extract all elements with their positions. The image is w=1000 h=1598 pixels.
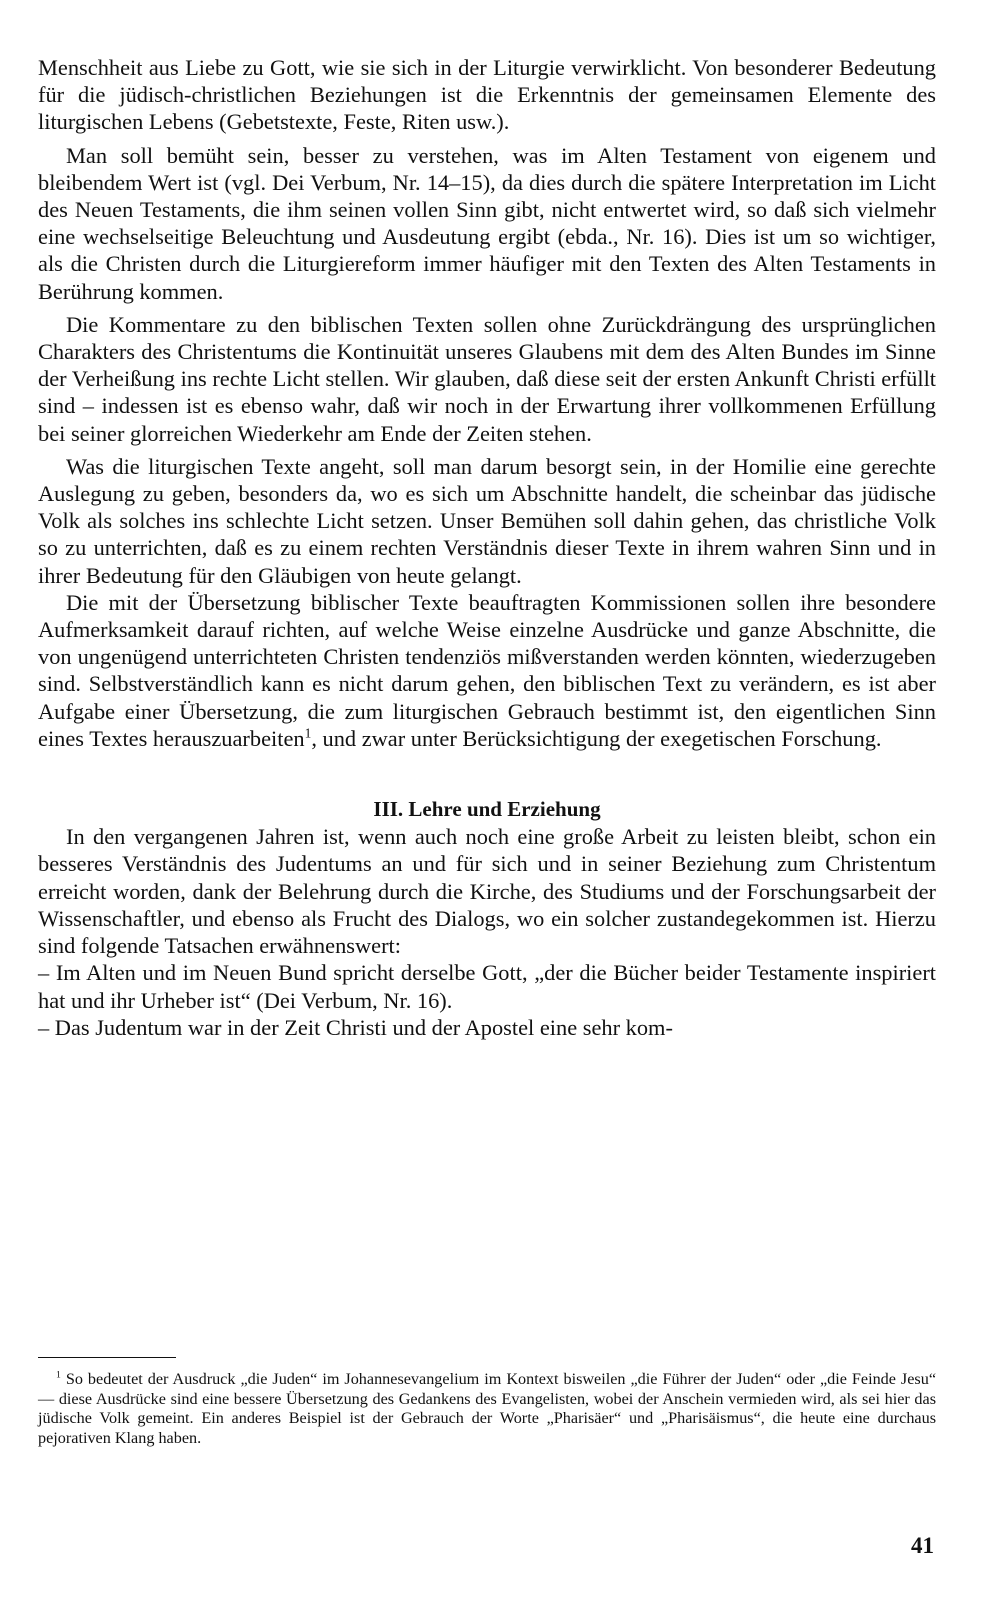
list-item: – Das Judentum war in der Zeit Christi und der Apostel eine sehr kom- <box>38 1014 673 1040</box>
paragraph-3: Die Kommentare zu den biblischen Texten sollen ohne Zurückdrängung des ursprünglichen Charakters des Christentums die Kontinuität unseres Glaubens mit dem des Alten Bundes im Sinne der Verheißung ins rechte Licht stellen. Wir glauben, daß diese seit der ersten Ankunft Christi erfüllt sind – indessen ist es ebenso wahr, daß wir noch in der Erwartung ihrer vollkommenen Erfüllung bei seiner glorreichen Wiederkehr am Ende der Zeiten stehen. <box>38 311 937 446</box>
footnote-separator <box>38 1357 176 1358</box>
paragraph-5-tail: , und zwar unter Berücksichtigung der exegetischen Forschung. <box>311 725 882 751</box>
paragraph-5 <box>38 589 936 752</box>
page-number: 41 <box>911 1533 934 1558</box>
section-heading: III. Lehre und Erziehung <box>373 797 601 822</box>
footnote-marker: 1 <box>56 1369 61 1381</box>
footnote-text: So bedeutet der Ausdruck „die Juden“ im Johannesevangelium im Kontext bisweilen „die Führer der Juden“ oder „die Feinde Jesu“ — diese Ausdrücke sind eine bessere Übersetzung des Gedankens des Evangelisten, wobei der Anschein vermieden wird, als sei hier das jüdische Volk gemeint. Ein anderes Beispiel ist der Gebrauch der Worte „Pharisäer“ und „Pharisäismus“, die heute eine durchaus pejorativen Klang haben. <box>38 1370 936 1447</box>
paragraph-4: Was die liturgischen Texte angeht, soll man darum besorgt sein, in der Homilie eine gerechte Auslegung zu geben, besonders da, wo es sich um Abschnitte handelt, die scheinbar das jüdische Volk als solches ins schlechte Licht setzen. Unser Bemühen soll dahin gehen, das christliche Volk so zu unterrichten, daß es zu einem rechten Verständnis dieser Texte in ihrem wahren Sinn und in ihrer Bedeutung für den Gläubigen von heute gelangt. <box>38 453 936 588</box>
footnote-reference: 1 <box>304 725 312 741</box>
document-body <box>38 54 936 1041</box>
paragraph-5-text: Die mit der Übersetzung biblischer Texte beauftragten Kommissionen sollen ihre besondere Aufmerksamkeit darauf richten, auf welche Weise einzelne Ausdrücke und ganze Abschnitte, die von ungenügend unterrichteten Christen tendenziös mißverstanden werden könnten, wiederzugeben sind. Selbstverständlich kann es nicht darum gehen, den biblischen Text zu verändern, es ist aber Aufgabe einer Übersetzung, die zum liturgischen Gebrauch bestimmt ist, den eigentlichen Sinn eines Textes herauszuarbeiten <box>38 589 936 751</box>
list-item: – Im Alten und im Neuen Bund spricht derselbe Gott, „der die Bücher beider Testamente inspiriert hat und ihr Urheber ist“ (Dei Verbum, Nr. 16). <box>38 960 936 1013</box>
footnote <box>38 1370 936 1448</box>
paragraph-1: Menschheit aus Liebe zu Gott, wie sie sich in der Liturgie verwirklicht. Von besonderer Bedeutung für die jüdisch-christlichen Beziehungen ist die Erkenntnis der gemeinsamen Elemente des liturgischen Lebens (Gebetstexte, Feste, Riten usw.). <box>38 55 936 135</box>
paragraph-2: Man soll bemüht sein, besser zu verstehen, was im Alten Testament von eigenem und bleibendem Wert ist (vgl. Dei Verbum, Nr. 14–15), da dies durch die spätere Interpretation im Licht des Neuen Testaments, die ihm seinen vollen Sinn gibt, nicht entwertet wird, so daß sich vielmehr eine wechselseitige Beleuchtung und Ausdeutung ergibt (ebda., Nr. 16). Dies ist um so wichtiger, als die Christen durch die Liturgiereform immer häufiger mit den Texten des Alten Testaments in Berührung kommen. <box>38 142 936 304</box>
section-paragraph: In den vergangenen Jahren ist, wenn auch noch eine große Arbeit zu leisten bleibt, schon ein besseres Verständnis des Judentums an und für sich und in seiner Beziehung zum Christentum erreicht worden, dank der Belehrung durch die Kirche, des Studiums und der Forschungsarbeit der Wissenschaftler, und ebenso als Frucht des Dialogs, wo ein solcher zustandegekommen ist. Hierzu sind folgende Tatsachen erwähnenswert: <box>38 824 936 959</box>
